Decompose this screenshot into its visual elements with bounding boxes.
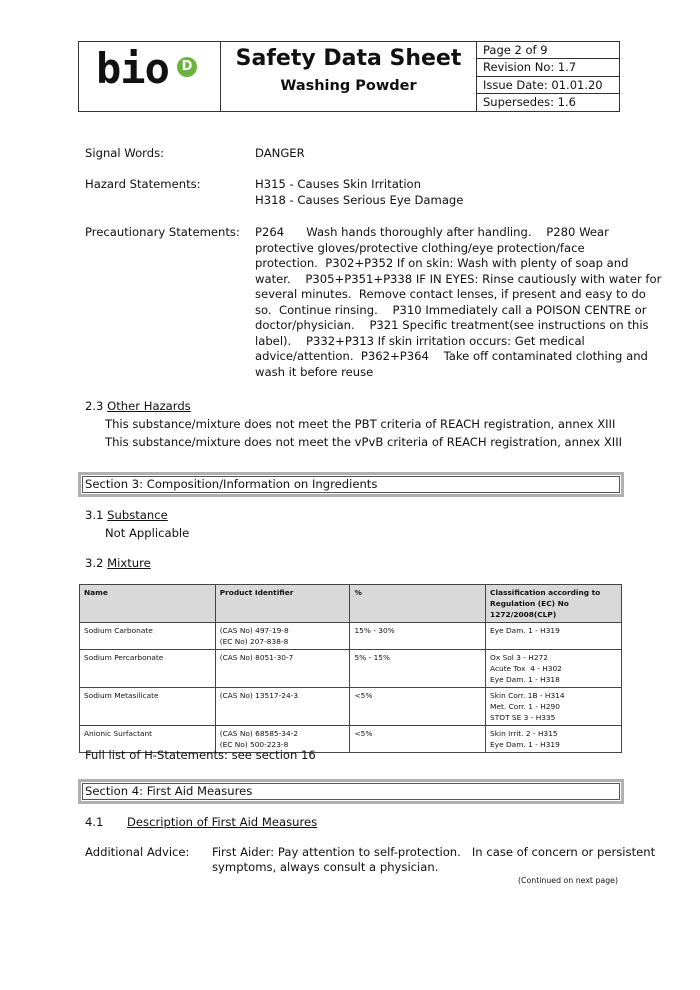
precaution-line: advice/attention. P362+P364 Take off contaminated clothing and <box>255 349 648 363</box>
section-3-header <box>78 472 624 497</box>
product-identifier: (CAS No) 68585-34-2 (EC No) 500-223-8 <box>215 726 350 753</box>
logo-wordmark: bio <box>96 44 169 93</box>
precautionary-statements-label: Precautionary Statements: <box>85 225 240 239</box>
hazard-statement: H315 - Causes Skin Irritation <box>255 177 422 191</box>
precaution-line: water. P305+P351+P338 IF IN EYES: Rinse cautiously with water for <box>255 271 662 286</box>
logo-badge: D <box>177 57 197 77</box>
percentage: <5% <box>350 726 486 753</box>
precaution-line: doctor/physician. P321 Specific treatment(see instructions on this <box>255 318 649 332</box>
additional-advice-line: symptoms, always consult a physician. <box>212 860 439 874</box>
signal-words-label: Signal Words: <box>85 146 165 160</box>
company-logo <box>79 42 221 111</box>
table-row <box>80 623 622 650</box>
precaution-line: protection. P302+P352 If on skin: Wash with plenty of soap and <box>255 256 629 270</box>
first-aid-heading: Description of First Aid Measures <box>127 815 318 829</box>
document-meta <box>477 42 619 111</box>
section-3-title: Section 3: Composition/Information on Ingredients <box>85 477 378 491</box>
column-header-percent: % <box>350 585 486 623</box>
issue-date: Issue Date: 01.01.20 <box>477 77 619 94</box>
precaution-line: several minutes. Remove contact lenses, if present and easy to do <box>255 287 646 301</box>
title-block <box>221 42 477 111</box>
document-header <box>78 41 620 112</box>
section-4-title: Section 4: First Aid Measures <box>85 784 253 798</box>
mixture-heading <box>85 556 151 572</box>
additional-advice-label: Additional Advice: <box>85 845 190 859</box>
additional-advice-line: First Aider: Pay attention to self-protection. In case of concern or persistent <box>212 845 656 859</box>
substance-number: 3.1 <box>85 508 104 522</box>
page-number: Page 2 of 9 <box>477 42 619 59</box>
precaution-line: P264 Wash hands thoroughly after handling. P280 Wear <box>255 225 609 239</box>
classification: Eye Dam. 1 - H319 <box>486 623 622 650</box>
classification: Ox Sol 3 - H272 Acute Tox 4 - H302 Eye Dam. 1 - H318 <box>486 650 622 688</box>
other-hazards-line: This substance/mixture does not meet the PBT criteria of REACH registration, annex XIII <box>105 417 616 431</box>
column-header-classification: Classification according to Regulation (EC) No 1272/2008(CLP) <box>486 585 622 623</box>
product-identifier: (CAS No) 497-19-8 (EC No) 207-838-8 <box>215 623 350 650</box>
percentage: <5% <box>350 688 486 726</box>
classification: Skin Irrit. 2 - H315 Eye Dam. 1 - H319 <box>486 726 622 753</box>
table-row <box>80 650 622 688</box>
product-identifier: (CAS No) 13517-24-3 <box>215 688 350 726</box>
precaution-line: wash it before reuse <box>255 364 374 379</box>
hazard-statements-label: Hazard Statements: <box>85 177 201 191</box>
precaution-line: so. Continue rinsing. P310 Immediately call a POISON CENTRE or <box>255 302 647 317</box>
composition-table <box>79 584 622 753</box>
table-header-row <box>80 585 622 623</box>
section-4-header <box>78 779 624 804</box>
precautionary-statements <box>255 225 661 380</box>
product-name: Washing Powder <box>280 78 417 94</box>
ingredient-name: Sodium Percarbonate <box>80 650 216 688</box>
table-row <box>80 688 622 726</box>
hazard-statement: H318 - Causes Serious Eye Damage <box>255 193 464 207</box>
substance-title: Substance <box>107 508 168 522</box>
document-title: Safety Data Sheet <box>235 46 462 71</box>
other-hazards-heading <box>85 399 191 415</box>
percentage: 15% - 30% <box>350 623 486 650</box>
ingredient-name: Anionic Surfactant <box>80 726 216 753</box>
product-identifier: (CAS No) 8051-30-7 <box>215 650 350 688</box>
ingredient-name: Sodium Metasilicate <box>80 688 216 726</box>
substance-value: Not Applicable <box>105 526 190 540</box>
column-header-identifier: Product Identifier <box>215 585 350 623</box>
revision-number: Revision No: 1.7 <box>477 59 619 76</box>
first-aid-number: 4.1 <box>85 815 104 829</box>
substance-heading <box>85 508 168 524</box>
precaution-line: protective gloves/protective clothing/eye protection/face <box>255 240 585 255</box>
mixture-number: 3.2 <box>85 556 104 570</box>
other-hazards-number: 2.3 <box>85 399 104 413</box>
other-hazards-line: This substance/mixture does not meet the vPvB criteria of REACH registration, annex XIII <box>105 435 623 449</box>
other-hazards-title: Other Hazards <box>107 399 191 413</box>
column-header-name: Name <box>80 585 216 623</box>
percentage: 5% - 15% <box>350 650 486 688</box>
precaution-line: label). P332+P313 If skin irritation occurs: Get medical <box>255 333 585 348</box>
signal-words-value: DANGER <box>255 146 305 160</box>
supersedes: Supersedes: 1.6 <box>483 94 576 109</box>
h-statements-footnote: Full list of H-Statements: see section 16 <box>85 748 316 762</box>
continued-note: (Continued on next page) <box>518 876 618 885</box>
mixture-title: Mixture <box>107 556 151 570</box>
ingredient-name: Sodium Carbonate <box>80 623 216 650</box>
classification: Skin Corr. 1B - H314 Met. Corr. 1 - H290 STOT SE 3 - H335 <box>486 688 622 726</box>
